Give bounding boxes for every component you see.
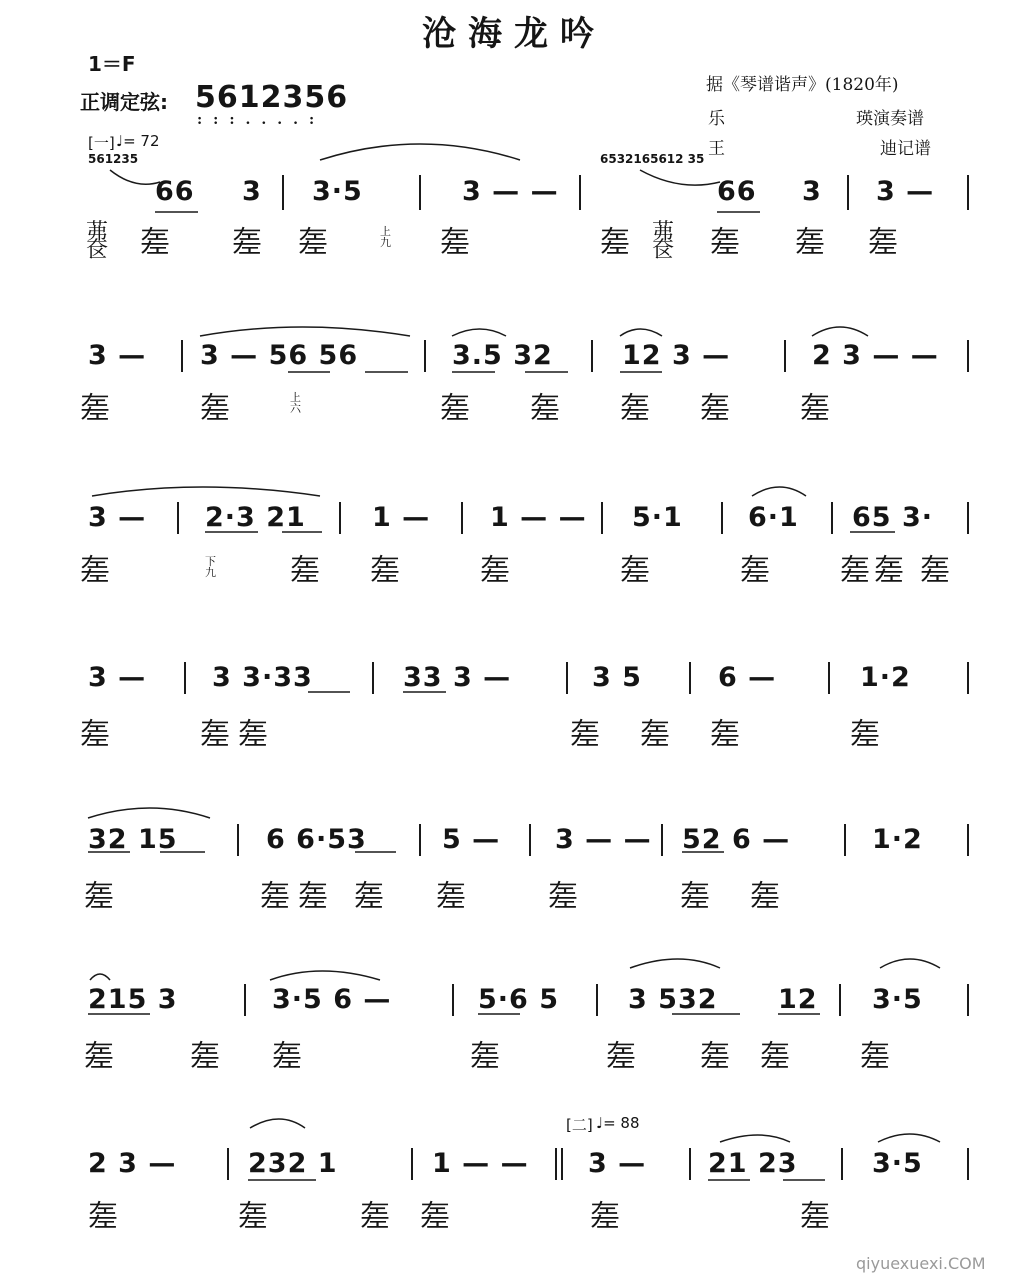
row2-char-7: 𢀡 bbox=[700, 391, 730, 426]
row4-char-6: 𢀡 bbox=[710, 717, 740, 752]
row1-char-11: 𢀡 bbox=[868, 225, 898, 260]
source-note: 据《琴谱谐声》(1820年) bbox=[706, 75, 899, 95]
row5-notes-b: 6 6·53 bbox=[266, 824, 367, 855]
row1-char-9: 𢀡 bbox=[710, 225, 740, 260]
section-two-label: [二] bbox=[566, 1116, 593, 1134]
credit-role-2: 王 bbox=[708, 139, 725, 159]
row4-notes-e: 6 — bbox=[718, 662, 777, 693]
row3-char-8: 𢀡 bbox=[840, 553, 870, 588]
row3-notes-b: 2·3 21 bbox=[205, 502, 306, 533]
row6-notes-f: 3·5 bbox=[872, 984, 923, 1015]
row2-notes-b: 3 — 56 56 bbox=[200, 340, 359, 371]
row3-char-1: 𢀡 bbox=[80, 553, 110, 588]
row6-char-5: 𢀡 bbox=[606, 1039, 636, 1074]
row5-char-7: 𢀡 bbox=[680, 879, 710, 914]
row5-char-3: 𢀡 bbox=[298, 879, 328, 914]
row2-char-6: 𢀡 bbox=[620, 391, 650, 426]
row1-notes-a: 66 bbox=[155, 176, 195, 207]
score-title: 沧海龙吟 bbox=[422, 14, 606, 54]
row4-char-5: 𢀡 bbox=[640, 717, 670, 752]
row7-char-2: 𢀡 bbox=[238, 1199, 268, 1234]
row3-notes-g: 65 3· bbox=[852, 502, 934, 533]
row6-char-1: 𢀡 bbox=[84, 1039, 114, 1074]
row1-char-7: 𢀡 bbox=[600, 225, 630, 260]
tuning-dots: :::....: bbox=[197, 112, 326, 128]
row4-notes-c: 33 3 — bbox=[403, 662, 512, 693]
row2-notes-d: 12 3 — bbox=[622, 340, 731, 371]
row3-char-7: 𢀡 bbox=[740, 553, 770, 588]
row5-notes-f: 1·2 bbox=[872, 824, 923, 855]
row3-notes-f: 6·1 bbox=[748, 502, 799, 533]
row6-char-4: 𢀡 bbox=[470, 1039, 500, 1074]
row6-notes-e: 12 bbox=[778, 984, 818, 1015]
row1-char-3: 𢀡 bbox=[232, 225, 262, 260]
watermark-text: qiyuexuexi.COM bbox=[856, 1254, 986, 1273]
row7-char-5: 𢀡 bbox=[590, 1199, 620, 1234]
section-one-tempo: ♩= 72 bbox=[116, 132, 160, 150]
row7-char-4: 𢀡 bbox=[420, 1199, 450, 1234]
row6-char-6: 𢀡 bbox=[700, 1039, 730, 1074]
row2-notes-c: 3.5 32 bbox=[452, 340, 553, 371]
row3-char-9: 𢀡 bbox=[874, 553, 904, 588]
row2-char-4: 𢀡 bbox=[440, 391, 470, 426]
row2-char-2: 𢀡 bbox=[200, 391, 230, 426]
row6-notes-d: 3 532 bbox=[628, 984, 718, 1015]
row5-char-5: 𢀡 bbox=[436, 879, 466, 914]
row7-notes-d: 3 — bbox=[588, 1148, 647, 1179]
row3-char-2: 下 九 bbox=[205, 555, 216, 579]
row1-char-2: 𢀡 bbox=[140, 225, 170, 260]
row6-notes-b: 3·5 6 — bbox=[272, 984, 392, 1015]
row5-char-4: 𢀡 bbox=[354, 879, 384, 914]
row4-char-7: 𢀡 bbox=[850, 717, 880, 752]
row1-notes-e: 66 bbox=[717, 176, 757, 207]
row5-notes-c: 5 — bbox=[442, 824, 501, 855]
row4-char-1: 𢀡 bbox=[80, 717, 110, 752]
row2-notes-a: 3 — bbox=[88, 340, 147, 371]
row1-char-4: 𢀡 bbox=[298, 225, 328, 260]
row6-char-8: 𢀡 bbox=[860, 1039, 890, 1074]
credit-name-1: 瑛演奏谱 bbox=[856, 109, 924, 129]
row1-notes-g: 3 — bbox=[876, 176, 935, 207]
row1-char-10: 𢀡 bbox=[795, 225, 825, 260]
row6-char-3: 𢀡 bbox=[272, 1039, 302, 1074]
row3-char-4: 𢀡 bbox=[370, 553, 400, 588]
row7-char-3: 𢀡 bbox=[360, 1199, 390, 1234]
row7-notes-f: 3·5 bbox=[872, 1148, 923, 1179]
row4-char-2: 𢀡 bbox=[200, 717, 230, 752]
row6-char-2: 𢀡 bbox=[190, 1039, 220, 1074]
row7-notes-c: 1 — — bbox=[432, 1148, 529, 1179]
row5-char-2: 𢀡 bbox=[260, 879, 290, 914]
row5-notes-d: 3 — — bbox=[555, 824, 652, 855]
row7-char-1: 𢀡 bbox=[88, 1199, 118, 1234]
row1-notes-c: 3·5 bbox=[312, 176, 363, 207]
row3-notes-c: 1 — bbox=[372, 502, 431, 533]
row7-notes-a: 2 3 — bbox=[88, 1148, 177, 1179]
row4-char-4: 𢀡 bbox=[570, 717, 600, 752]
row1-notes-b: 3 bbox=[242, 176, 262, 207]
credit-name-2: 迪记谱 bbox=[880, 139, 931, 159]
row3-char-3: 𢀡 bbox=[290, 553, 320, 588]
row4-char-3: 𢀡 bbox=[238, 717, 268, 752]
row6-notes-c: 5·6 5 bbox=[478, 984, 560, 1015]
row5-char-8: 𢀡 bbox=[750, 879, 780, 914]
row7-notes-e: 21 23 bbox=[708, 1148, 798, 1179]
row1-char-6: 𢀡 bbox=[440, 225, 470, 260]
tuning-notes: 5612356 bbox=[195, 80, 349, 115]
row1-char-1: 茀 奁 bbox=[86, 220, 109, 263]
row3-char-10: 𢀡 bbox=[920, 553, 950, 588]
row3-char-5: 𢀡 bbox=[480, 553, 510, 588]
key-signature: 1＝F bbox=[88, 52, 136, 76]
row4-notes-b: 3 3·33 bbox=[212, 662, 313, 693]
row4-notes-d: 3 5 bbox=[592, 662, 642, 693]
grace-second: 6532165612 35 bbox=[600, 152, 705, 166]
row1-notes-f: 3 bbox=[802, 176, 822, 207]
row3-notes-e: 5·1 bbox=[632, 502, 683, 533]
row4-notes-a: 3 — bbox=[88, 662, 147, 693]
row2-char-1: 𢀡 bbox=[80, 391, 110, 426]
row1-char-5: 上 九 bbox=[380, 225, 391, 249]
row1-notes-d: 3 — — bbox=[462, 176, 559, 207]
row5-char-1: 𢀡 bbox=[84, 879, 114, 914]
credit-role-1: 乐 bbox=[708, 109, 725, 129]
section-two-tempo: ♩= 88 bbox=[596, 1114, 640, 1132]
row5-char-6: 𢀡 bbox=[548, 879, 578, 914]
tuning-label: 正调定弦: bbox=[80, 90, 168, 114]
row5-notes-a: 32 15 bbox=[88, 824, 178, 855]
row5-notes-e: 52 6 — bbox=[682, 824, 791, 855]
row3-char-6: 𢀡 bbox=[620, 553, 650, 588]
row2-char-5: 𢀡 bbox=[530, 391, 560, 426]
grace-intro: 561235 bbox=[88, 152, 139, 166]
row6-notes-a: 215 3 bbox=[88, 984, 178, 1015]
row6-char-7: 𢀡 bbox=[760, 1039, 790, 1074]
row7-notes-b: 232 1 bbox=[248, 1148, 338, 1179]
row3-notes-d: 1 — — bbox=[490, 502, 587, 533]
row2-char-3: 上 六 bbox=[290, 391, 301, 415]
row2-char-8: 𢀡 bbox=[800, 391, 830, 426]
section-one-label: [一] bbox=[88, 134, 115, 152]
row3-notes-a: 3 — bbox=[88, 502, 147, 533]
row4-notes-f: 1·2 bbox=[860, 662, 911, 693]
row1-char-8: 茀 奁 bbox=[652, 220, 675, 263]
row2-notes-e: 2 3 — — bbox=[812, 340, 939, 371]
row7-char-6: 𢀡 bbox=[800, 1199, 830, 1234]
